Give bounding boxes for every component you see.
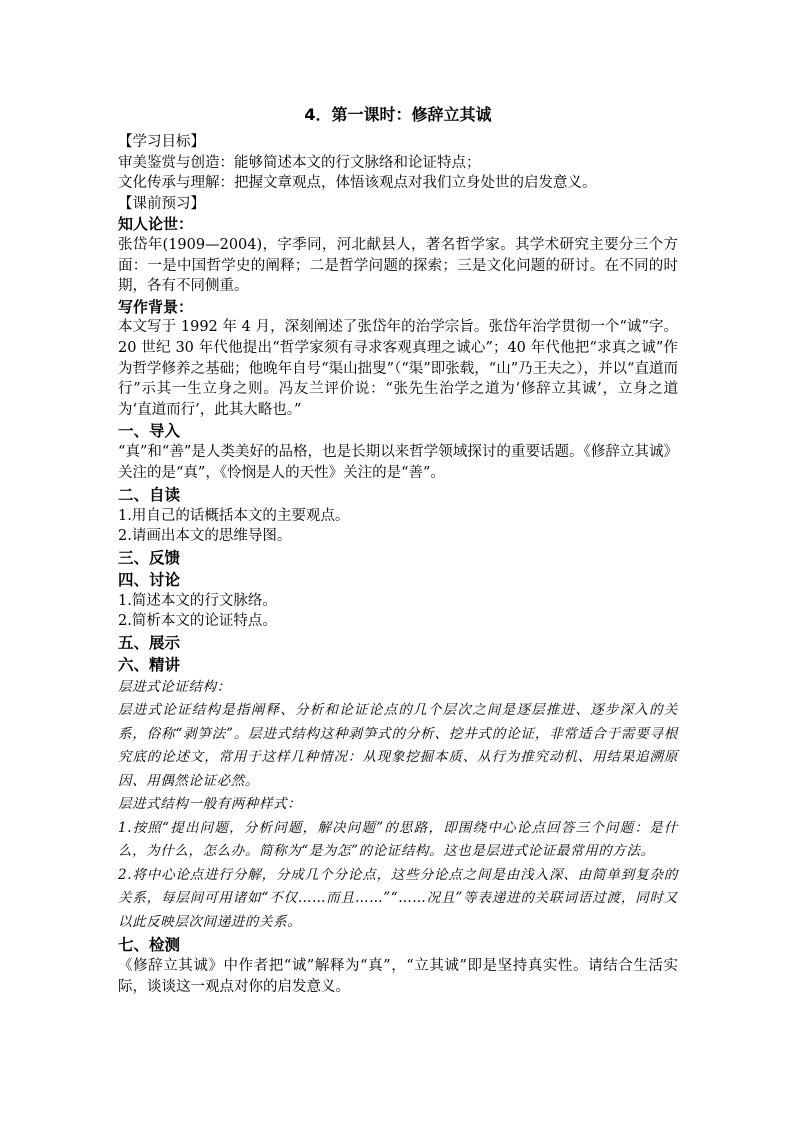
section-selfread-heading: 二、自读 [118,485,181,504]
preview-heading: 【课前预习】 [118,195,205,212]
lecture-paragraph: 1.按照“提出问题，分析问题，解决问题”的思路，即围绕中心论点回答三个问题：是什么，为什么，怎么办。简称为“是为怎”的论证结构。这也是层进式论证最常用的方法。 [118,819,678,860]
lecture-paragraph: 层进式结构一般有两种样式： [118,796,302,813]
discussion-item: 1.简述本文的行文脉络。 [118,592,277,609]
objective-item: 文化传承与理解：把握文章观点，体悟该观点对我们立身处世的启发意义。 [118,175,597,192]
lecture-paragraph: 2.将中心论点进行分解，分成几个分论点，这些分论点之间是由浅入深、由简单到复杂的关系，每层间可用诸如“不仅……而且……”“……况且”等表递进的关联词语过渡，同时又以此反映层次间递进的关系。 [118,866,678,930]
lecture-subheading: 层进式论证结构： [118,678,231,695]
page-title: 4．第一课时：修辞立其诚 [304,105,492,124]
objective-item: 审美鉴赏与创造：能够简述本文的行文脉络和论证特点； [118,154,481,171]
selfread-item: 1.用自己的话概括本文的主要观点。 [118,507,350,524]
author-heading: 知人论世： [118,215,194,234]
background-heading: 写作背景： [118,297,194,316]
section-feedback-heading: 三、反馈 [118,548,181,567]
section-show-heading: 五、展示 [118,633,181,652]
section-intro-heading: 一、导入 [118,422,181,441]
background-text: 本文写于 1992 年 4 月，深刻阐述了张岱年的治学宗旨。张岱年治学贯彻一个“诚”字。20 世纪 30 年代他提出“哲学家须有寻求客观真理之诚心”；40 年代他把“求真之诚”作为哲学修养之基础；他晚年自号“渠山拙叟”（“渠”即张载，“山”乃王夫之），并以“直道而行”示其一生立身之则。冯友兰评价说：“张先生治学之道为‘修辞立其诚’，立身之道为‘直道而行’，此其大略也。” [118,319,678,418]
section-test-heading: 七、检测 [118,936,181,955]
author-text: 张岱年(1909—2004)，字季同，河北献县人，著名哲学家。其学术研究主要分三个方面：一是中国哲学史的阐释；二是哲学问题的探索；三是文化问题的研讨。在不同的时期，各有不同侧重。 [118,236,678,295]
document-page [118,104,678,998]
discussion-item: 2.简析本文的论证特点。 [118,613,277,630]
selfread-item: 2.请画出本文的思维导图。 [118,528,292,545]
section-test-text: 《修辞立其诚》中作者把“诚”解释为“真”，“立其诚”即是坚持真实性。请结合生活实际，谈谈这一观点对你的启发意义。 [118,958,678,995]
lecture-paragraph: 层进式论证结构是指阐释、分析和论证论点的几个层次之间是逐层推进、逐步深入的关系，俗称“剥笋法”。层进式结构这种剥笋式的分析、挖井式的论证，非常适合于需要寻根究底的论述文，常用于这样几种情况：从现象挖掘本质、从行为推究动机、用结果追溯原因、用偶然论证必然。 [118,702,678,789]
section-intro-text: “真”和“善”是人类美好的品格，也是长期以来哲学领域探讨的重要话题。《修辞立其诚》关注的是“真”，《怜悯是人的天性》关注的是“善”。 [118,444,678,481]
section-lecture-heading: 六、精讲 [118,655,181,674]
objectives-heading: 【学习目标】 [118,134,205,150]
section-discussion-heading: 四、讨论 [118,570,181,589]
